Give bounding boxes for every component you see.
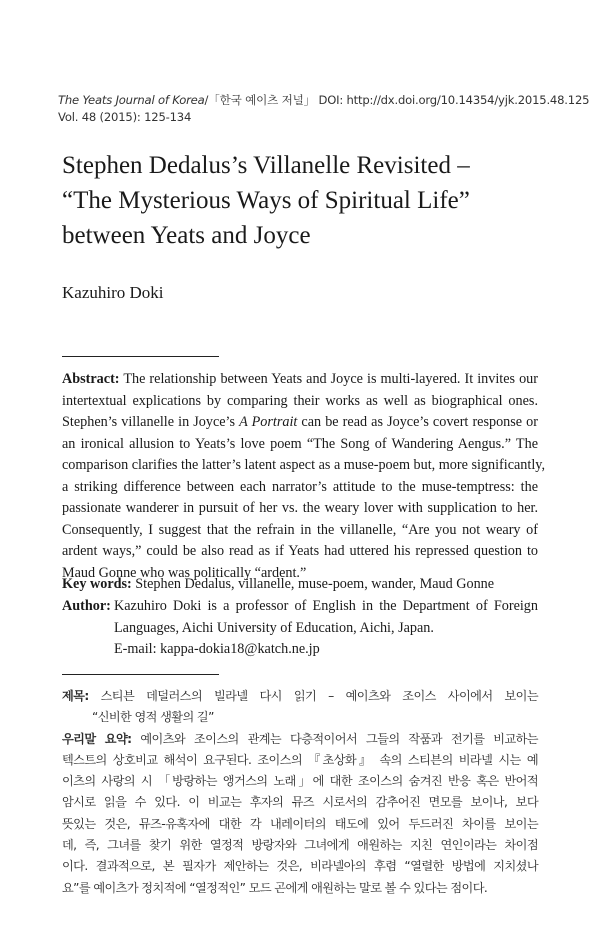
journal-header <box>58 92 590 126</box>
korean-title-label: 제목: <box>62 689 89 703</box>
divider-bottom <box>62 674 219 675</box>
title-line: between Yeats and Joyce <box>62 222 311 249</box>
abstract-line: an ironical allusion to Yeats’s love poem “The Song of Wandering Aengus.” The <box>62 435 538 452</box>
abstract-line: Stephen’s villanelle in Joyce’s A Portrait can be read as Joyce’s covert response or <box>62 414 539 430</box>
abstract-line: a striking difference between each narrator’s attitude to the muse-temptress: the <box>62 478 538 495</box>
divider-top <box>62 356 219 357</box>
korean-summary-line: 우리말 요약: 예이츠와 조이스의 관계는 다층적이어서 그들의 작품과 전기를 비교하는 <box>62 731 538 746</box>
author-info-line: Languages, Aichi University of Education, Aichi, Japan. <box>114 619 434 636</box>
abstract-line: Abstract: The relationship between Yeats and Joyce is multi-layered. It invites our <box>62 371 539 387</box>
korean-summary-label: 우리말 요약: <box>62 731 132 746</box>
title-line: Stephen Dedalus’s Villanelle Revisited – <box>62 152 470 179</box>
author-name: Kazuhiro Doki <box>62 283 164 302</box>
korean-abstract <box>62 686 538 899</box>
journal-name-korean: /「한국 예이츠 저널」 <box>204 93 315 107</box>
abstract-line: Maud Gonne who was politically “ardent.” <box>62 564 307 581</box>
korean-summary-line: 텍스트의 상호비교 해석이 요구된다. 조이스의 『초상화』 속의 스티븐의 비라넬 시는 예 <box>62 752 538 767</box>
korean-summary-line: 뜻있는 것은, 뮤즈-유혹자에 대한 각 내레이터의 태도에 있어 두드러진 차이를 보이는 <box>62 816 538 831</box>
abstract <box>62 369 546 584</box>
abstract-line: passionate wanderer in pursuit of her vs. the weary lover with supplication to her. <box>62 500 538 516</box>
abstract-label: Abstract: <box>62 371 120 387</box>
author-info-label: Author: <box>62 598 111 614</box>
journal-name: The Yeats Journal of Korea <box>58 93 205 107</box>
abstract-line: comparison clarifies the latter’s latent aspect as a muse-poem but, more significantly, <box>62 457 546 473</box>
korean-title-line: 제목: 스티븐 데덜러스의 빌라넬 다시 읽기 – 예이츠와 조이스 사이에서 보이는 <box>62 689 539 703</box>
keywords-text: Stephen Dedalus, villanelle, muse-poem, wander, Maud Gonne <box>135 576 495 592</box>
author-info-line: Kazuhiro Doki is a professor of English in the Department of Foreign <box>114 598 538 614</box>
journal-citation-line <box>58 92 590 109</box>
keywords <box>62 574 538 596</box>
volume-info: Vol. 48 (2015): 125-134 <box>58 110 192 124</box>
korean-summary-line: 데, 즉, 그녀를 찾기 위한 열정적 방랑자와 그녀에게 애원하는 지친 연인이라는 차이점 <box>62 838 538 853</box>
korean-summary-line: 요”를 예이츠가 정치적에 “열정적인” 모드 곤에게 애원하는 말로 볼 수 있다는 점이다. <box>62 880 488 895</box>
keywords-label: Key words: <box>62 576 132 592</box>
abstract-line: intertextual explications by comparing their works as well as biographical ones. <box>62 392 538 409</box>
doi-link[interactable]: DOI: http://dx.doi.org/10.14354/yjk.2015.48.125 <box>318 93 590 107</box>
book-title: A Portrait <box>239 414 298 430</box>
korean-summary-line: 이츠의 사랑의 시 「방랑하는 앵거스의 노래」에 대한 조이스의 숨겨진 반응 혹은 반어적 <box>62 774 538 789</box>
abstract-line: ardent ways,” could be also read as if Yeats had uttered his repressed question to <box>62 543 538 559</box>
korean-title-line: “신비한 영적 생활의 길” <box>92 710 214 725</box>
korean-summary-line: 암시로 읽을 수 있다. 이 비교는 후자의 뮤즈 시로서의 감추어진 면모를 보이나, 보다 <box>62 795 538 810</box>
abstract-line: Consequently, I suggest that the refrain in the villanelle, “Are you not weary of <box>62 521 538 538</box>
korean-summary-line: 이다. 결과적으로, 본 필자가 제안하는 것은, 비라넬아의 후렴 “열렬한 방법에 지치셨나 <box>62 859 538 874</box>
title-line: “The Mysterious Ways of Spiritual Life” <box>62 187 470 214</box>
article-title <box>62 148 562 253</box>
author-info <box>62 596 538 661</box>
author-email[interactable]: E-mail: kappa-dokia18@katch.ne.jp <box>114 641 320 657</box>
